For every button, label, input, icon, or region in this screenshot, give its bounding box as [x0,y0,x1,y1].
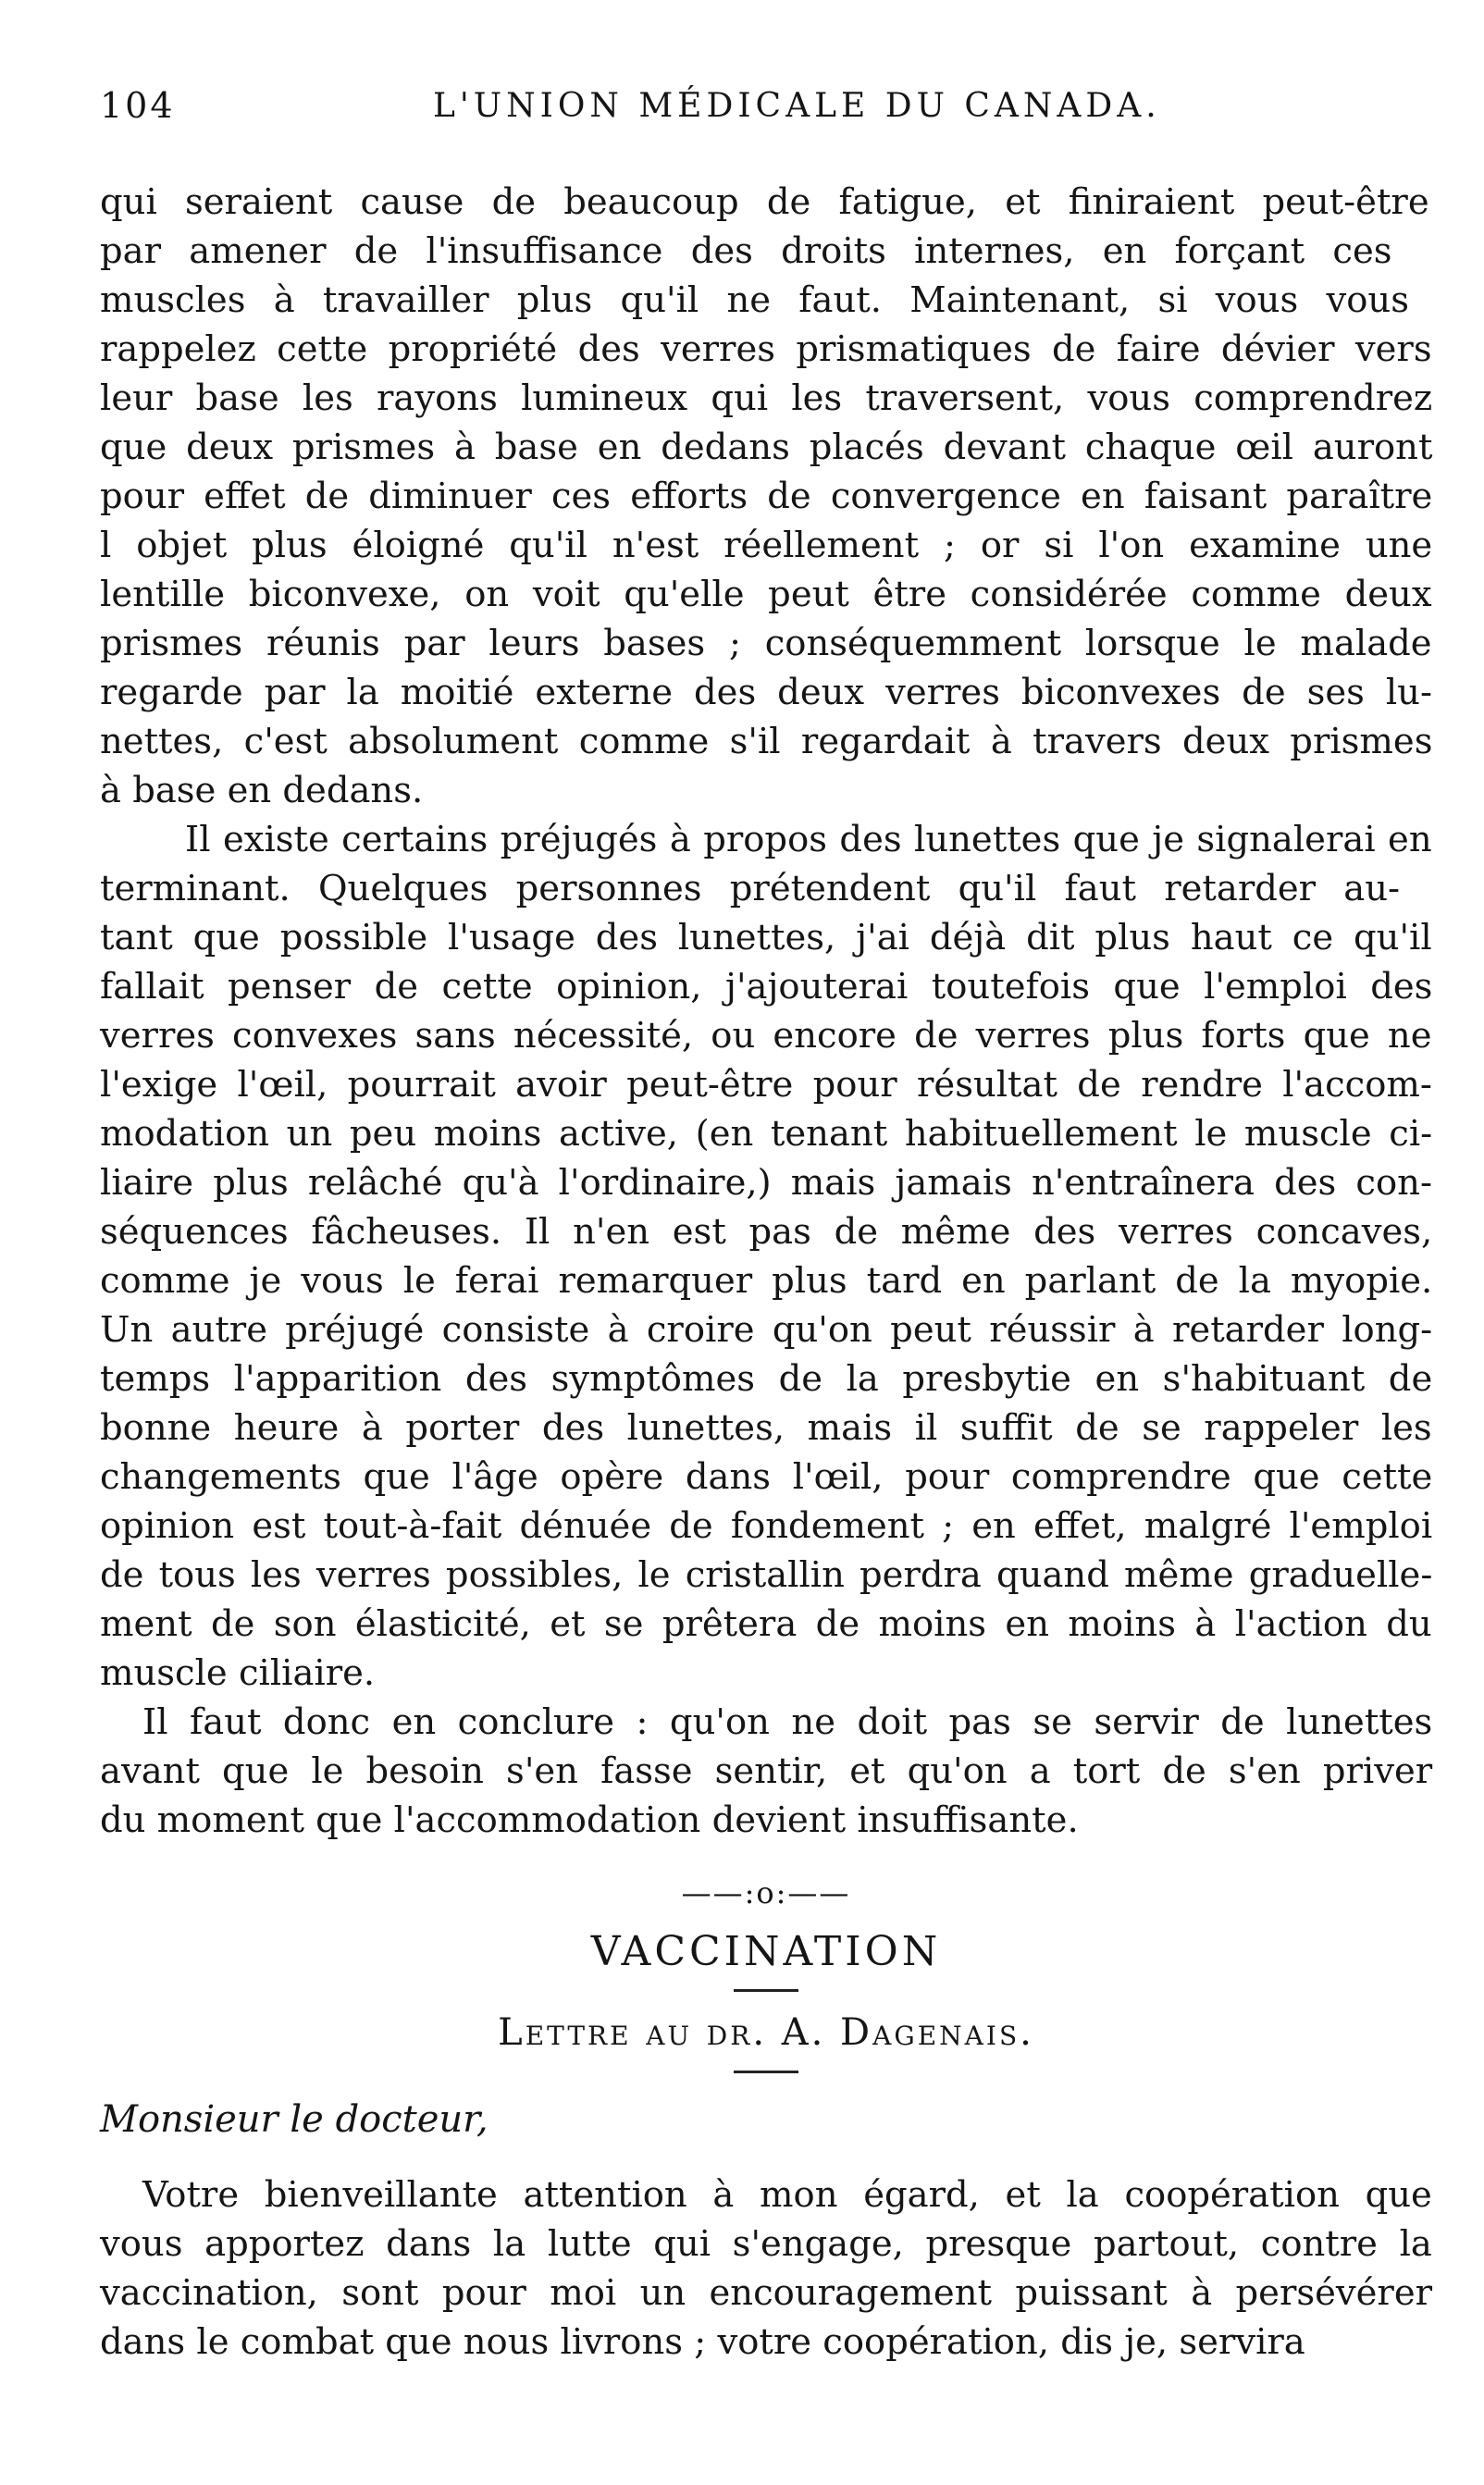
text-line: séquences fâcheuses. Il n'en est pas de même des verres concaves, [100,1211,1433,1253]
text-line: fallait penser de cette opinion, j'ajouterai toutefois que l'emploi des [100,966,1433,1008]
page-number: 104 [100,85,176,126]
text-line: pour effet de diminuer ces efforts de convergence en faisant paraître [100,476,1433,517]
text-line: dans le combat que nous livrons ; votre coopération, dis je, servira [100,2321,1305,2363]
paragraph-3 [100,1698,1432,1845]
text-line: par amener de l'insuffisance des droits internes, en forçant ces [100,230,1392,272]
text-line: modation un peu moins active, (en tenant habituellement le muscle ci- [100,1113,1433,1155]
text-line: tant que possible l'usage des lunettes, j'ai déjà dit plus haut ce qu'il [100,917,1432,958]
text-line: avant que le besoin s'en fasse sentir, et qu'on a tort de s'en priver [100,1750,1433,1792]
paragraph-2 [100,815,1432,1698]
text-line: Un autre préjugé consiste à croire qu'on peut réussir à retarder long- [100,1309,1433,1351]
divider-rule [734,1989,798,1992]
text-line: muscle ciliaire. [100,1652,376,1694]
text-line: l objet plus éloigné qu'il n'est réellement ; or si l'on examine une [100,525,1433,566]
text-line: comme je vous le ferai remarquer plus tard en parlant de la myopie. [100,1260,1433,1302]
text-line: muscles à travailler plus qu'il ne faut. Maintenant, si vous vous [100,279,1409,321]
salutation: Monsieur le docteur, [100,2098,488,2141]
text-line: nettes, c'est absolument comme s'il regardait à travers deux prismes [100,721,1433,762]
text-line: liaire plus relâché qu'à l'ordinaire,) mais jamais n'entraînera des con- [100,1162,1432,1204]
text-line: Il faut donc en conclure : qu'on ne doit pas se servir de lunettes [142,1701,1433,1743]
text-line: leur base les rayons lumineux qui les traversent, vous comprendrez [100,377,1433,419]
text-line: vaccination, sont pour moi un encouragement puissant à persévérer [100,2272,1433,2314]
text-line: de tous les verres possibles, le cristallin perdra quand même graduelle- [100,1554,1433,1596]
text-line: du moment que l'accommodation devient insuffisante. [100,1799,1079,1841]
section-separator: ——:o:—— [681,1875,851,1910]
text-line: prismes réunis par leurs bases ; conséquemment lorsque le malade [100,623,1432,664]
text-line: Il existe certains préjugés à propos des lunettes que je signalerai en [185,819,1432,860]
page-header [100,85,1441,137]
text-line: changements que l'âge opère dans l'œil, pour comprendre que cette [100,1456,1433,1498]
text-line: ment de son élasticité, et se prêtera de moins en moins à l'action du [100,1603,1432,1645]
section-title: VACCINATION [590,1928,942,1975]
text-line: l'exige l'œil, pourrait avoir peut-être pour résultat de rendre l'accom- [100,1064,1432,1106]
text-line: rappelez cette propriété des verres prismatiques de faire dévier vers [100,328,1432,370]
section-subtitle: Lettre au dr. A. Dagenais. [498,2011,1034,2054]
text-line: verres convexes sans nécessité, ou encore de verres plus forts que ne [100,1015,1432,1057]
text-line: que deux prismes à base en dedans placés devant chaque œil auront [100,427,1433,468]
text-line: terminant. Quelques personnes prétendent qu'il faut retarder au- [100,868,1401,909]
paragraph-4 [100,2170,1432,2367]
paragraph-1 [100,178,1432,815]
text-line: Votre bienveillante attention à mon égard, et la coopération que [142,2174,1432,2216]
text-line: bonne heure à porter des lunettes, mais il suffit de se rappeler les [100,1407,1432,1449]
divider-rule [734,2071,798,2073]
text-line: temps l'apparition des symptômes de la presbytie en s'habituant de [100,1358,1433,1400]
text-line: opinion est tout-à-fait dénuée de fondement ; en effet, malgré l'emploi [100,1505,1433,1547]
text-line: à base en dedans. [100,770,424,811]
text-line: lentille biconvexe, on voit qu'elle peut être considérée comme deux [100,574,1432,615]
text-line: regarde par la moitié externe des deux verres biconvexes de ses lu- [100,672,1432,713]
text-line: vous apportez dans la lutte qui s'engage, presque partout, contre la [100,2223,1432,2265]
running-title: L'UNION MÉDICALE DU CANADA. [433,87,1161,125]
text-line: qui seraient cause de beaucoup de fatigue, et finiraient peut-être [100,181,1429,223]
body-text [100,178,1432,2367]
